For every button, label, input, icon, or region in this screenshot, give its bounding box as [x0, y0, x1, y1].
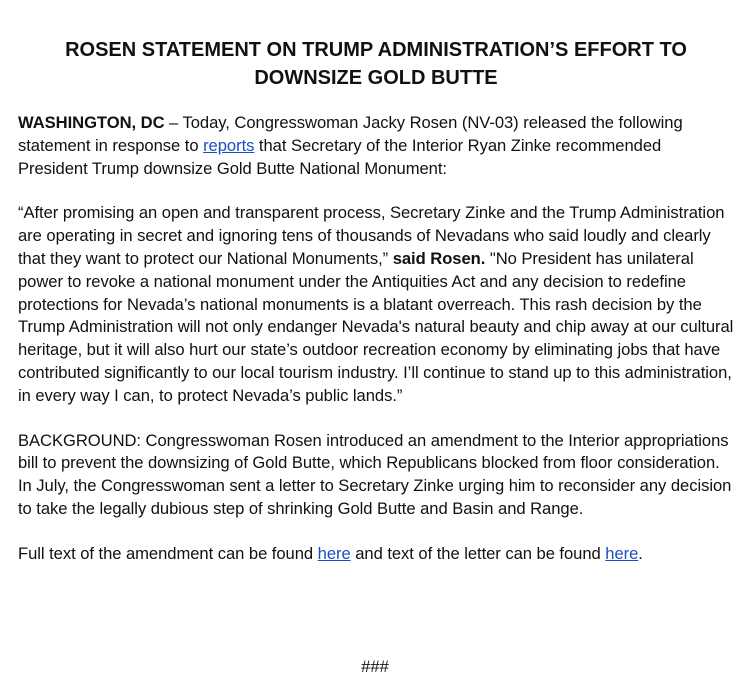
- page-title: [18, 36, 734, 92]
- full-text-before-link: Full text of the amendment can be found: [18, 543, 318, 563]
- dateline: WASHINGTON, DC: [18, 113, 165, 132]
- letter-here-link[interactable]: here: [605, 543, 639, 563]
- quote-part-1: “After promising an open and transparent process, Secretary Zinke and the Trump Administration are operating in secret and ignoring tens of thousands of Nevadans who said loudly and clearly that they want to protect our National Monuments,”: [18, 203, 725, 268]
- quote-attribution: said Rosen.: [392, 248, 486, 268]
- quote-paragraph: [18, 202, 734, 407]
- quote-part-2: "No President has unilateral power to revoke a national monument under the Antiquities Act and any decision to redefine protections for Nevada’s national monuments is a blatant overreach. This rash decision by the Trump Administration will not only endanger Nevada's natural beauty and chip away at our cultural heritage, but it will also hurt our state’s outdoor recreation economy by eliminating jobs that have contributed significantly to our local tourism industry. I’ll continue to stand up to this administration, in every way I can, to protect Nevada’s public lands.”: [18, 248, 734, 405]
- press-release: [18, 36, 734, 566]
- background-paragraph: BACKGROUND: Congresswoman Rosen introduced an amendment to the Interior appropriations bill to prevent the downsizing of Gold Butte, which Republicans blocked from floor consideration. In July, the Congresswoman sent a letter to Secretary Zinke urging him to reconsider any decision to take the legally dubious step of shrinking Gold Butte and Basin and Range.: [18, 430, 732, 518]
- full-text-end: .: [638, 543, 643, 563]
- reports-link[interactable]: reports: [203, 135, 255, 155]
- end-mark: ###: [361, 657, 389, 676]
- intro-paragraph: [18, 112, 734, 180]
- full-text-paragraph: [18, 543, 734, 566]
- intro-text-after-link: that Secretary of the Interior Ryan Zinke recommended President Trump downsize Gold Butte National Monument:: [18, 135, 662, 178]
- amendment-here-link[interactable]: here: [317, 543, 351, 563]
- full-text-between-links: and text of the letter can be found: [350, 543, 606, 563]
- title-line-1: ROSEN STATEMENT ON TRUMP ADMINISTRATION’S EFFORT TO: [65, 39, 687, 61]
- title-line-2: DOWNSIZE GOLD BUTTE: [254, 67, 498, 89]
- intro-text-before-link: – Today, Congresswoman Jacky Rosen (NV-03) released the following statement in response to: [18, 113, 683, 155]
